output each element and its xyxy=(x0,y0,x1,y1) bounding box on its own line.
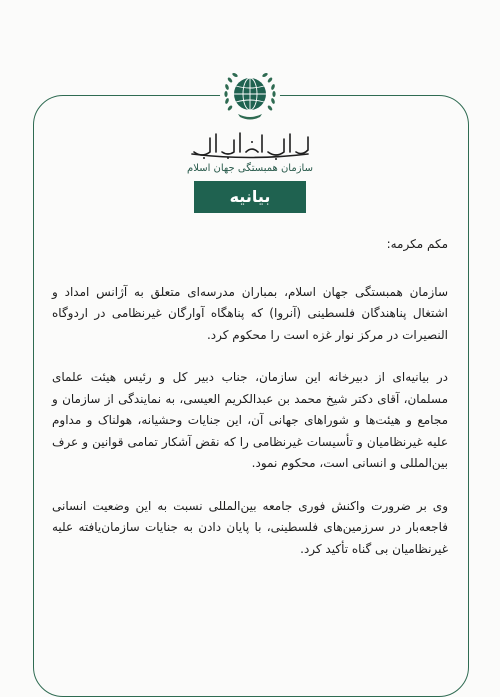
salutation: مکم مکرمه: xyxy=(386,237,448,251)
paragraph: وی بر ضرورت واکنش فوری جامعه بین‌المللی نسبت به این وضعیت انسانی فاجعه‌بار در سرزمین‌های فلسطینی، با پایان دادن به جنایات سازمان‌یافته علیه غیرنظامیان بی گناه تأکید کرد. xyxy=(52,498,448,556)
paragraph: سازمان همبستگی جهان اسلام، بمباران مدرسه‌ای متعلق به آژانس امداد و اشتغال پناهندگان فلسطینی (آنروا) که پناهگاه آوارگان غیرنظامی در اردوگاه النصیرات در مرکز نوار غزه است را محکوم کرد. xyxy=(52,284,448,342)
statement-body xyxy=(52,234,448,581)
paragraph: در بیانیه‌ای از دبیرخانه این سازمان، جناب دبیر کل و رئیس هیئت علمای مسلمان، آقای دکتر شیخ محمد بن عبدالکریم العیسی، به نمایندگی از سازمان و مجامع و هیئت‌ها و شوراهای جهانی آن، این جنایات وحشیانه، هولناک و مداوم علیه غیرنظامیان و تأسیسات غیرنظامی را که نقض آشکار تمامی قوانین و عرف بین‌المللی و انسانی است، محکوم نمود. xyxy=(52,370,448,470)
statement-banner: بیانیه xyxy=(194,181,306,213)
org-logo-calligraphy xyxy=(188,128,312,162)
org-subtitle: سازمان همبستگی جهان اسلام xyxy=(187,163,313,174)
org-emblem-icon xyxy=(220,66,280,126)
